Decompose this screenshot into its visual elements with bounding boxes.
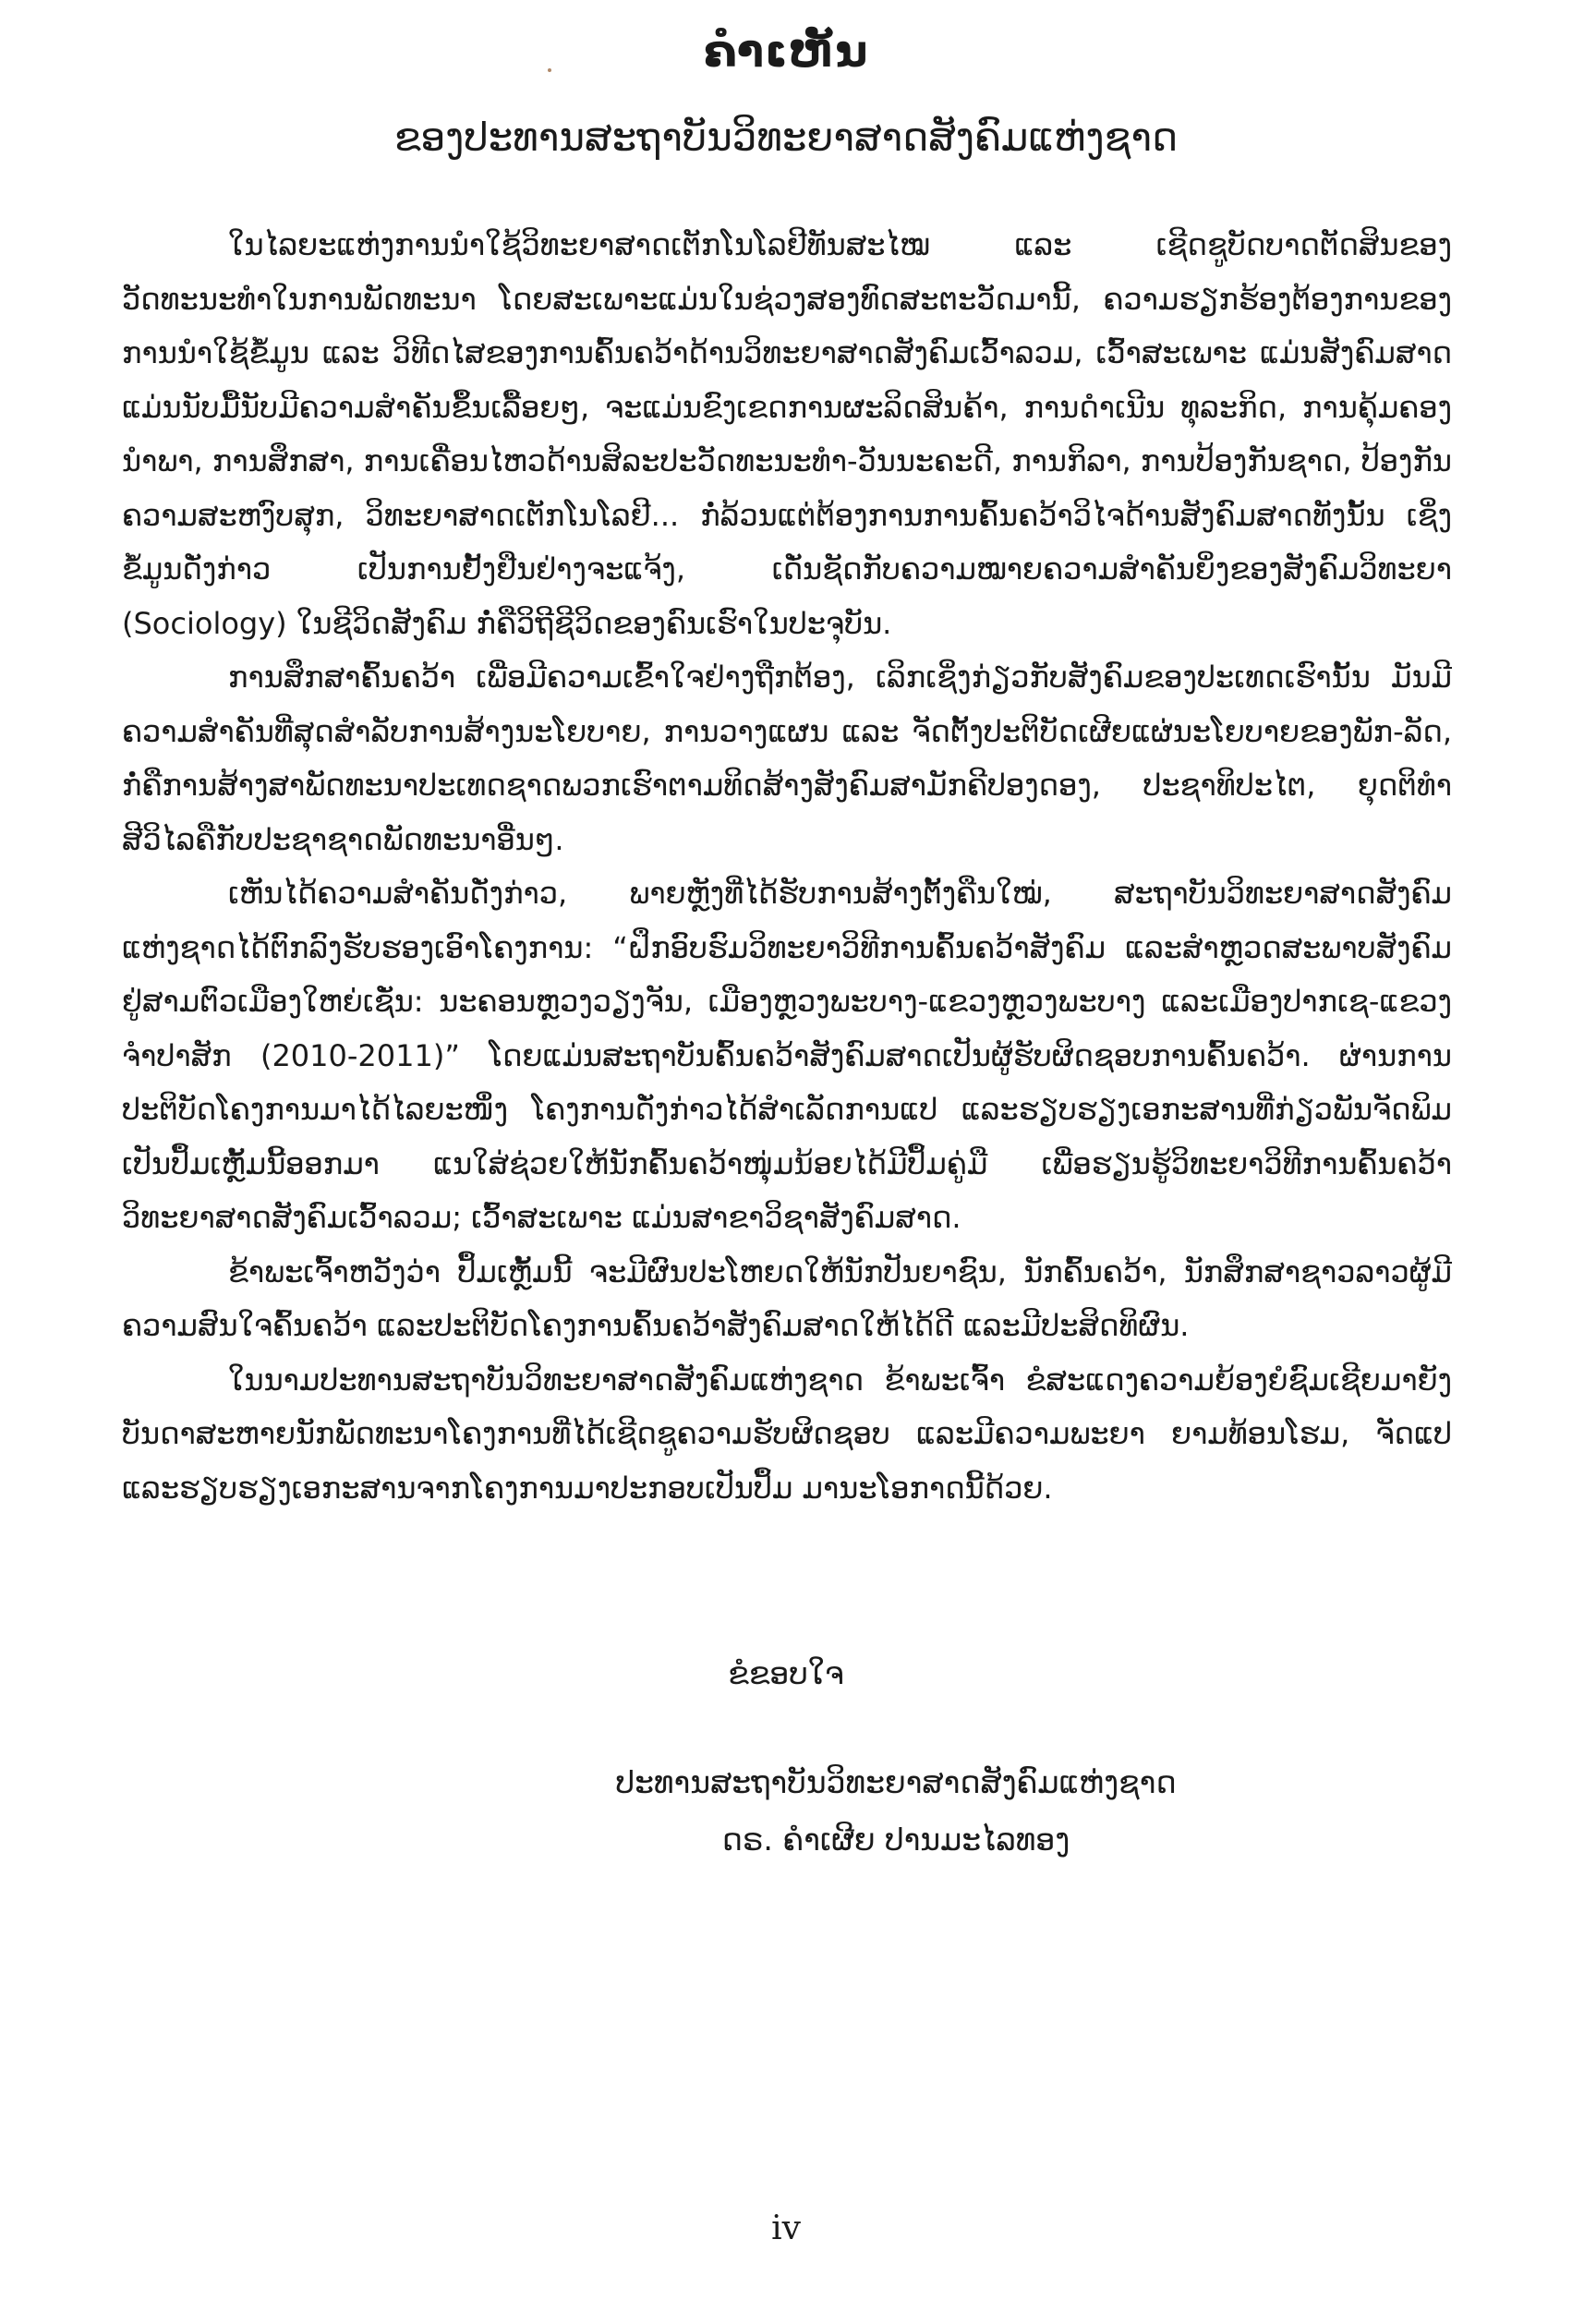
paragraph-2: ການສຶກສາຄົ້ນຄວ້າ ເພື່ອມີຄວາມເຂົ້າໃຈຢ່າງຖືກຕ້ອງ, ເລິກເຊິ່ງກ່ຽວກັບສັງຄົມຂອງປະເທດເຮົານັ້ນ ມັນມີຄວາມສຳຄັນທີ່ສຸດສຳລັບການສ້າງນະໂຍບາຍ, ການວາງແຜນ ແລະ ຈັດຕັ້ງປະຕິບັດເຜີຍແຜ່ນະໂຍບາຍຂອງພັກ-ລັດ, ກໍ່ຄືການສ້າງສາພັດທະນາປະເທດຊາດພວກເຮົາຕາມທິດສ້າງສັງຄົມສາມັກຄີປອງດອງ, ປະຊາທິປະໄຕ, ຍຸດຕິທຳສີວິໄລຄືກັບປະຊາຊາດພັດທະນາອື່ນໆ. — [122, 660, 1452, 857]
signature-name: ດຣ. ຄຳເຜີຍ ປານມະໄລທອງ — [721, 1822, 1070, 1858]
body-text — [122, 218, 1452, 1515]
paragraph-1: ໃນໄລຍະແຫ່ງການນຳໃຊ້ວິທະຍາສາດເຕັກໂນໂລຢີທັນສະໄໝ ແລະ ເຊີດຊູບັດບາດຕັດສິນຂອງວັດທະນະທຳໃນການພັດທະນາ ໂດຍສະເພາະແມ່ນໃນຊ່ວງສອງທົດສະຕະວັດມານີ້, ຄວາມຮຽກຮ້ອງຕ້ອງການຂອງການນຳໃຊ້ຂໍ້ມູນ ແລະ ວິທີດໄສຂອງການຄົ້ນຄວ້າດ້ານວິທະຍາສາດສັງຄົມເວົ້າລວມ, ເວົ້າສະເພາະ ແມ່ນສັງຄົມສາດ ແມ່ນນັບມື້ນັບມີຄວາມສຳຄັນຂຶ້ນເລື້ອຍໆ, ຈະແມ່ນຂົງເຂດການຜະລິດສິນຄ້າ, ການດຳເນີນ ທຸລະກິດ, ການຄຸ້ມຄອງນຳພາ, ການສຶກສາ, ການເຄື່ອນໄຫວດ້ານສິລະປະວັດທະນະທຳ-ວັນນະຄະດີ, ການກິລາ, ການປ້ອງກັນຊາດ, ປ້ອງກັນຄວາມສະຫງົບສຸກ, ວິທະຍາສາດເຕັກໂນໂລຢີ... ກໍ່ລ້ວນແຕ່ຕ້ອງການການຄົ້ນຄວ້າວິໄຈດ້ານສັງຄົມສາດທັງນັ້ນ ເຊິ່ງຂໍ້ມູນດັ່ງກ່າວ ເປັນການຢັ້ງຢືນຢ່າງຈະແຈ້ງ, ເດັ່ນຊັດກັບຄວາມໝາຍຄວາມສຳຄັນຍິ່ງຂອງສັງຄົມວິທະຍາ (Sociology) ໃນຊີວິດສັງຄົມ ກໍ່ຄືວິຖີຊີວິດຂອງຄົນເຮົາໃນປະຈຸບັນ. — [122, 227, 1452, 641]
paragraph-5: ໃນນາມປະທານສະຖາບັນວິທະຍາສາດສັງຄົມແຫ່ງຊາດ ຂ້າພະເຈົ້າ ຂໍສະແດງຄວາມຍ້ອງຍໍຊົມເຊີຍມາຍັງບັນດາສະຫາຍນັກພັດທະນາໂຄງການທີ່ໄດ້ເຊີດຊູຄວາມຮັບຜິດຊອບ ແລະມີຄວາມພະຍາ ຍາມທ້ອນໂຮມ, ຈັດແປ ແລະຮຽບຮຽງເອກະສານຈາກໂຄງການມາປະກອບເປັນປຶ້ມ ມານະໂອກາດນີ້ດ້ວຍ. — [122, 1362, 1452, 1506]
paragraph-3: ເຫັນໄດ້ຄວາມສຳຄັນດັ່ງກ່າວ, ພາຍຫຼັງທີ່ໄດ້ຮັບການສ້າງຕັ້ງຄືນໃໝ່, ສະຖາບັນວິທະຍາສາດສັງຄົມແຫ່ງຊາດໄດ້ຕົກລົງຮັບຮອງເອົາໂຄງການ: “ຝຶກອົບຮົມວິທະຍາວິທີການຄົ້ນຄວ້າສັງຄົມ ແລະສຳຫຼວດສະພາບສັງຄົມຢູ່ສາມຕົວເມືອງໃຫຍ່ເຊັ່ນ: ນະຄອນຫຼວງວຽງຈັນ, ເມືອງຫຼວງພະບາງ-ແຂວງຫຼວງພະບາງ ແລະເມືອງປາກເຊ-ແຂວງຈຳປາສັກ (2010-2011)” ໂດຍແມ່ນສະຖາບັນຄົ້ນຄວ້າສັງຄົມສາດເປັນຜູ້ຮັບຜິດຊອບການຄົ້ນຄວ້າ. ຜ່ານການປະຕິບັດໂຄງການມາໄດ້ໄລຍະໜຶ່ງ ໂຄງການດັ່ງກ່າວໄດ້ສຳເລັດການແປ ແລະຮຽບຮຽງເອກະສານທີ່ກ່ຽວພັນຈັດພິມເປັນປຶ້ມເຫຼັ້ມນີ້ອອກມາ ແນໃສ່ຊ່ວຍໃຫ້ນັກຄົ້ນຄວ້າໜຸ່ມນ້ອຍໄດ້ມີປຶ້ມຄູ່ມື ເພື່ອຮຽນຮູ້ວິທະຍາວິທີການຄົ້ນຄວ້າວິທະຍາສາດສັງຄົມເວົ້າລວມ; ເວົ້າສະເພາະ ແມ່ນສາຂາວິຊາສັງຄົມສາດ. — [122, 876, 1452, 1235]
page-title: ຄຳເຫັນ — [703, 26, 869, 78]
paragraph-4: ຂ້າພະເຈົ້າຫວັງວ່າ ປຶ້ມເຫຼັ້ມນີ້ ຈະມີຜົນປະໂຫຍດໃຫ້ນັກປັນຍາຊົນ, ນັກຄົ້ນຄວ້າ, ນັກສຶກສາຊາວລາວຜູ້ມີຄວາມສົນໃຈຄົ້ນຄວ້າ ແລະປະຕິບັດໂຄງການຄົ້ນຄວ້າສັງຄົມສາດໃຫ້ໄດ້ດີ ແລະມີປະສິດທິຜົນ. — [122, 1253, 1452, 1343]
signature-position: ປະທານສະຖາບັນວິທະຍາສາດສັງຄົມແຫ່ງຊາດ — [615, 1764, 1177, 1800]
page-subtitle: ຂອງປະທານສະຖາບັນວິທະຍາສາດສັງຄົມແຫ່ງຊາດ — [393, 115, 1179, 160]
closing-thanks: ຂໍຂອບໃຈ — [728, 1655, 844, 1691]
page-number: iv — [771, 2209, 801, 2247]
